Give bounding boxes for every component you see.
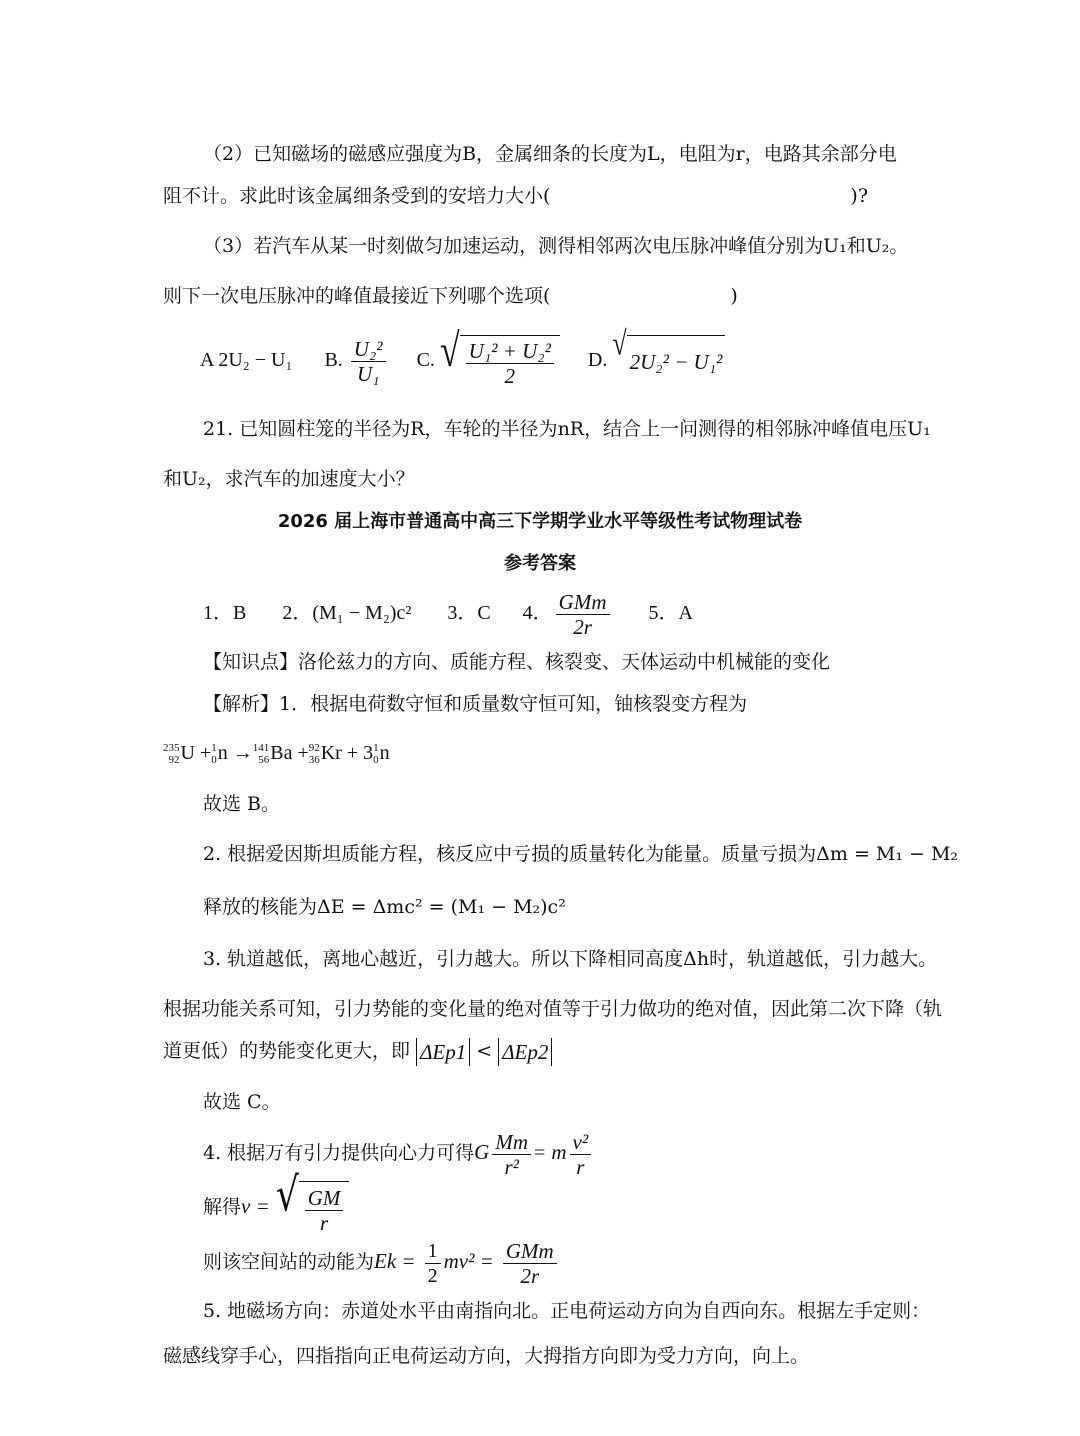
option-c-label: C. [416,349,435,372]
n-charge: 0 [211,754,217,767]
kinetic-energy [203,1236,560,1288]
abs-ep1: ΔEp1 [416,1038,470,1066]
fission-equation: 235 92 U + 1 0 n → 141 56 Ba + 92 36 Kr + 3 1 0 n [163,742,390,767]
option-b-label: B. [324,349,343,372]
option-b-denominator: U₁ [356,361,380,386]
centripetal-numerator: v² [570,1130,592,1155]
q3-line1: （3）若汽车从某一时刻做匀加速运动，测得相邻两次电压脉冲峰值分别为U₁和U₂。 [203,235,909,257]
option-d-sqrt: √ 2U₂² − U₁² [612,335,725,387]
kr-mass: 92 [308,742,320,755]
gravity-numerator: Mm [492,1130,531,1155]
v-denominator: r [320,1210,329,1235]
n3-mass: 1 [373,742,379,755]
q2-line2-text: 阻不计。求此时该金属细条受到的安培力大小( [163,185,551,207]
u-charge: 92 [168,754,180,767]
analysis-5-line1: 5. 地磁场方向：赤道处水平由南指向北。正电荷运动方向为自西向东。根据左手定则： [203,1300,931,1322]
gravity-denominator: r² [504,1154,519,1179]
analysis-4 [203,1127,594,1179]
solve-v [203,1169,349,1235]
answer-1: 1．B [203,602,247,625]
half-numerator: 1 [425,1239,441,1264]
neutron-coefficient: 3 [363,742,374,764]
option-c-denominator: 2 [504,363,516,388]
answer-4-denominator: 2r [573,615,592,639]
analysis-4-text: 4. 根据万有引力提供向心力可得 [203,1142,475,1164]
option-c-numerator: U₁² + U₂² [466,339,554,364]
n3-charge: 0 [373,754,379,767]
option-b-numerator: U₂² [351,337,386,362]
centripetal-fraction [570,1130,592,1179]
option-d-expr: 2U₂² − U₁² [627,335,726,387]
analysis-1: 【解析】1．根据电荷数守恒和质量数守恒可知，铀核裂变方程为 [203,693,748,715]
v-fraction [305,1186,344,1235]
answer-4-label: 4． [522,602,553,625]
ek-equals: Ek = [374,1249,416,1273]
answer-4-fraction [556,590,610,639]
arrow: → [232,742,253,764]
option-d-label: D. [587,349,608,372]
analysis-3-line2: 根据功能关系可知，引力势能的变化量的绝对值等于引力做功的绝对值，因此第二次下降（轨 [163,998,943,1020]
option-c-sqrt: √ $\frac{\text{U₁² + U₂²}}{2}$ [440,335,560,388]
n-symbol: n [217,742,228,764]
gravity-fraction [492,1130,531,1179]
ba-mass: 141 [252,742,270,755]
ba-symbol: Ba [270,742,293,764]
result-denominator: 2r [520,1263,540,1288]
answer-2: 2．(M₁ − M₂)c² [282,602,412,625]
q3-line2-text: 则下一次电压脉冲的峰值最接近下列哪个选项( [163,285,551,307]
v-numerator: GM [305,1186,344,1211]
option-b-fraction [351,337,386,386]
kr-symbol: Kr [320,742,342,764]
q2-line2-end: )? [850,185,869,207]
v-sqrt: √ $\frac{GM}{r}$ [276,1181,350,1235]
analysis-5-line2: 磁感线穿手心，四指指向正电荷运动方向，大拇指方向即为受力方向，向上。 [163,1345,810,1367]
half-fraction [425,1239,441,1288]
option-a: A 2U₂ − U₁ [200,349,293,372]
less-than: < [476,1040,493,1062]
half-denominator: 2 [427,1264,438,1287]
analysis-2: 2. 根据爱因斯坦质能方程，核反应中亏损的质量转化为能量。质量亏损为Δm = M₁ − M₂ [203,843,959,865]
q3-line2-end: ) [730,285,738,307]
result-fraction [503,1239,557,1288]
q3-options [200,324,725,388]
abs-ep2: ΔEp2 [498,1038,552,1066]
analysis-2-energy: 释放的核能为ΔE = Δmc² = (M₁ − M₂)c² [203,896,566,918]
u-mass: 235 [163,742,180,755]
solve-text: 解得 [203,1196,242,1218]
answer-5: 5．A [648,602,693,625]
analysis-3-line3-text: 道更低）的势能变化更大，即 [163,1040,411,1062]
option-c-fraction [466,339,554,388]
centripetal-denominator: r [576,1154,585,1179]
n3-symbol: n [379,742,390,764]
answer-3: 3．C [447,602,491,625]
n-mass: 1 [211,742,217,755]
q2-line2 [163,183,868,209]
mv-squared: mv² = [443,1249,494,1273]
answer-4-numerator: GMm [556,590,610,615]
analysis-3-line1: 3. 轨道越低，离地心越近，引力越大。所以下降相同高度Δh时，轨道越低，引力越大。 [203,948,938,970]
q3-line2 [163,283,738,309]
kinetic-text: 则该空间站的动能为 [203,1251,375,1273]
answers-subtitle: 参考答案 [504,553,576,574]
choose-c: 故选 C。 [203,1091,281,1113]
mass-m: m [551,1140,567,1164]
kr-charge: 36 [308,754,320,767]
q2-line1: （2）已知磁场的磁感应强度为B，金属细条的长度为L，电阻为r，电路其余部分电 [203,143,897,165]
q21-line2: 和U₂，求汽车的加速度大小？ [163,468,415,490]
answer-row [203,590,693,639]
u-symbol: U [180,742,195,764]
choose-b: 故选 B。 [203,793,281,815]
result-numerator: GMm [503,1239,557,1264]
knowledge-points: 【知识点】洛伦兹力的方向、质能方程、核裂变、天体运动中机械能的变化 [203,651,831,673]
page-title: 2026 届上海市普通高中高三下学期学业水平等级性考试物理试卷 [277,511,803,532]
q21-line1: 21. 已知圆柱笼的半径为R，车轮的半径为nR，结合上一问测得的相邻脉冲峰值电压U₁ [203,418,931,440]
v-equals: v = [241,1194,270,1218]
analysis-3-line3 [163,1036,552,1066]
equals: = [534,1142,546,1164]
gravity-g: G [474,1140,490,1164]
ba-charge: 56 [258,754,270,767]
